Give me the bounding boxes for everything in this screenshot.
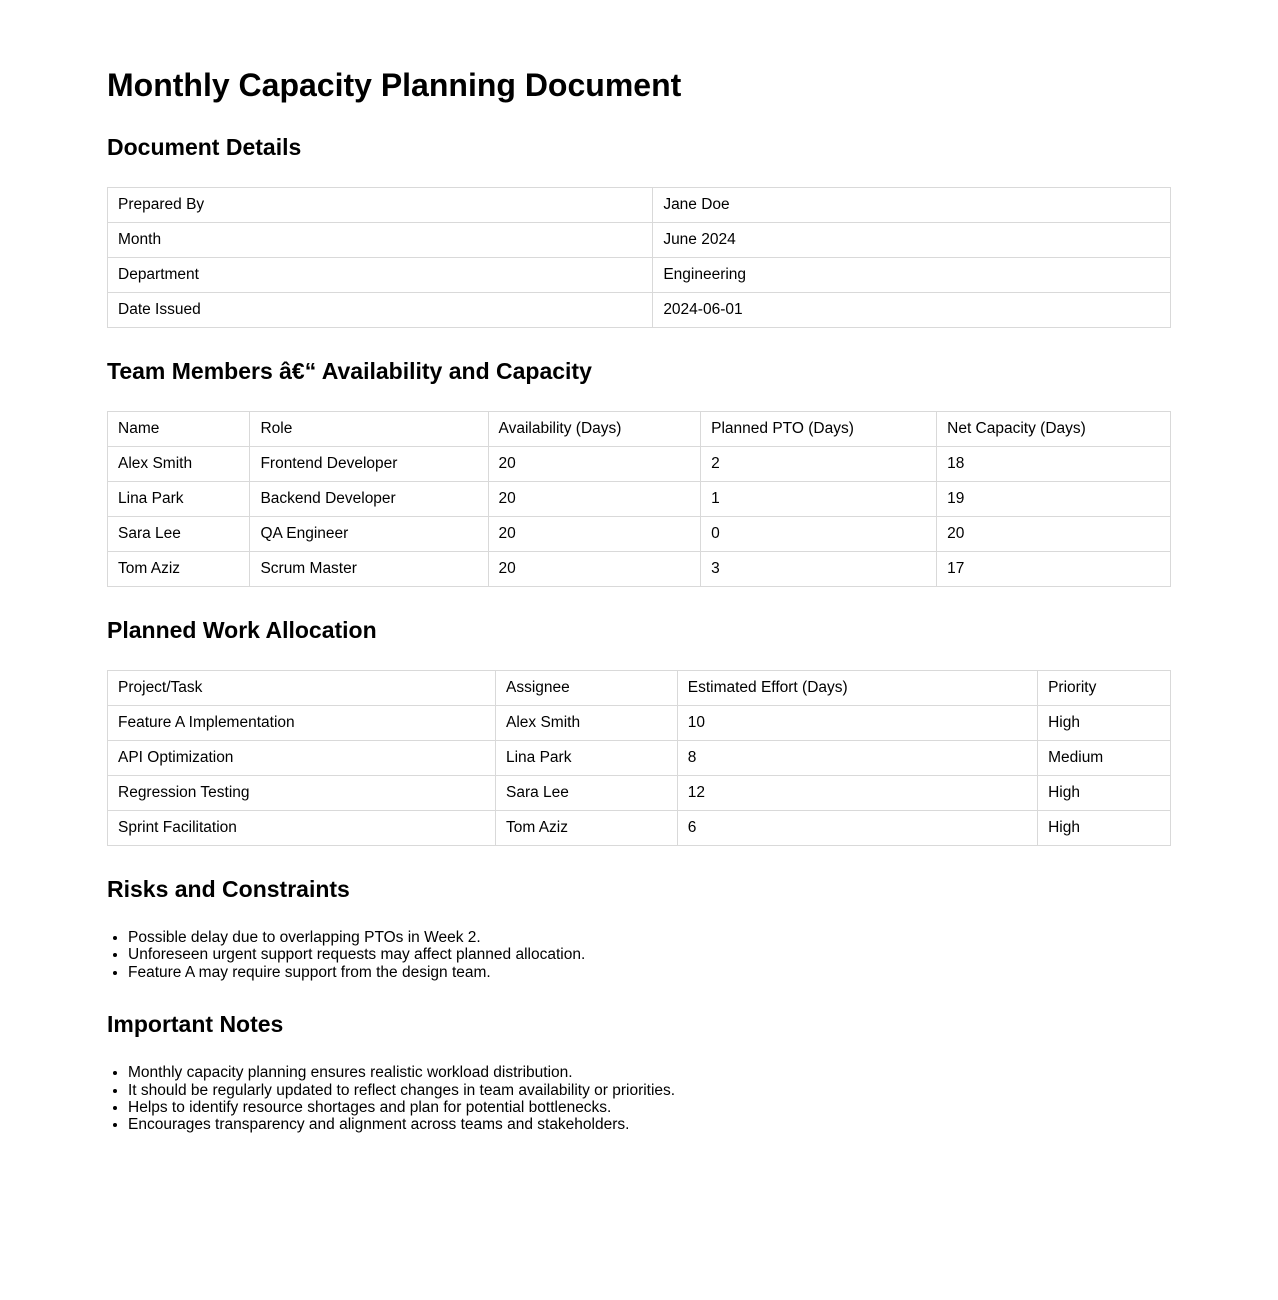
table-row <box>108 706 1171 741</box>
detail-label: Department <box>108 258 653 293</box>
detail-value: June 2024 <box>653 223 1171 258</box>
cell-assignee: Lina Park <box>495 741 677 776</box>
list-item: • Unforeseen urgent support requests may affect planned allocation. <box>128 946 1171 963</box>
column-header: Name <box>108 412 250 447</box>
table-row <box>108 447 1171 482</box>
cell-planned-pto: 0 <box>701 517 937 552</box>
cell-priority: Medium <box>1038 741 1171 776</box>
list-item: • Possible delay due to overlapping PTOs in Week 2. <box>128 929 1171 946</box>
column-header: Net Capacity (Days) <box>937 412 1171 447</box>
cell-availability: 20 <box>488 517 701 552</box>
table-row <box>108 741 1171 776</box>
cell-name: Sara Lee <box>108 517 250 552</box>
cell-planned-pto: 1 <box>701 482 937 517</box>
table-row <box>108 811 1171 846</box>
list-item: • It should be regularly updated to reflect changes in team availability or priorities. <box>128 1082 1171 1099</box>
work-allocation-table <box>107 670 1171 846</box>
detail-label: Month <box>108 223 653 258</box>
cell-assignee: Sara Lee <box>495 776 677 811</box>
table-row <box>108 188 1171 223</box>
table-row <box>108 517 1171 552</box>
cell-estimated-effort: 10 <box>677 706 1037 741</box>
cell-estimated-effort: 6 <box>677 811 1037 846</box>
cell-assignee: Alex Smith <box>495 706 677 741</box>
table-row <box>108 258 1171 293</box>
column-header: Estimated Effort (Days) <box>677 671 1037 706</box>
cell-name: Tom Aziz <box>108 552 250 587</box>
cell-name: Alex Smith <box>108 447 250 482</box>
document-details-table <box>107 187 1171 328</box>
page-title: Monthly Capacity Planning Document <box>107 67 682 103</box>
cell-availability: 20 <box>488 482 701 517</box>
table-row <box>108 293 1171 328</box>
detail-value: Jane Doe <box>653 188 1171 223</box>
risks-list <box>107 929 1171 981</box>
column-header: Priority <box>1038 671 1171 706</box>
column-header: Availability (Days) <box>488 412 701 447</box>
list-item: • Encourages transparency and alignment across teams and stakeholders. <box>128 1116 1171 1133</box>
team-members-table <box>107 411 1171 587</box>
cell-net-capacity: 19 <box>937 482 1171 517</box>
table-header-row <box>108 671 1171 706</box>
cell-availability: 20 <box>488 552 701 587</box>
column-header: Planned PTO (Days) <box>701 412 937 447</box>
cell-project-task: API Optimization <box>108 741 496 776</box>
column-header: Project/Task <box>108 671 496 706</box>
cell-assignee: Tom Aziz <box>495 811 677 846</box>
detail-value: Engineering <box>653 258 1171 293</box>
cell-availability: 20 <box>488 447 701 482</box>
table-header-row <box>108 412 1171 447</box>
cell-name: Lina Park <box>108 482 250 517</box>
cell-estimated-effort: 12 <box>677 776 1037 811</box>
cell-priority: High <box>1038 811 1171 846</box>
cell-net-capacity: 20 <box>937 517 1171 552</box>
cell-priority: High <box>1038 776 1171 811</box>
cell-planned-pto: 2 <box>701 447 937 482</box>
cell-planned-pto: 3 <box>701 552 937 587</box>
section-heading-risks: Risks and Constraints <box>107 876 350 902</box>
detail-value: 2024-06-01 <box>653 293 1171 328</box>
cell-project-task: Feature A Implementation <box>108 706 496 741</box>
detail-label: Prepared By <box>108 188 653 223</box>
cell-net-capacity: 17 <box>937 552 1171 587</box>
section-heading-work-allocation: Planned Work Allocation <box>107 617 377 643</box>
section-heading-document-details: Document Details <box>107 134 302 160</box>
cell-net-capacity: 18 <box>937 447 1171 482</box>
section-heading-notes: Important Notes <box>107 1011 284 1038</box>
table-row <box>108 223 1171 258</box>
table-row <box>108 482 1171 517</box>
cell-project-task: Sprint Facilitation <box>108 811 496 846</box>
notes-list <box>107 1064 1171 1134</box>
cell-estimated-effort: 8 <box>677 741 1037 776</box>
cell-priority: High <box>1038 706 1171 741</box>
table-row <box>108 776 1171 811</box>
list-item: • Helps to identify resource shortages and plan for potential bottlenecks. <box>128 1099 1171 1116</box>
table-row <box>108 552 1171 587</box>
list-item: • Feature A may require support from the design team. <box>128 964 1171 981</box>
detail-label: Date Issued <box>108 293 653 328</box>
cell-role: Backend Developer <box>250 482 488 517</box>
column-header: Assignee <box>495 671 677 706</box>
section-heading-team-members: Team Members â€“ Availability and Capacity <box>107 358 592 384</box>
cell-role: Frontend Developer <box>250 447 488 482</box>
cell-project-task: Regression Testing <box>108 776 496 811</box>
cell-role: QA Engineer <box>250 517 488 552</box>
list-item: • Monthly capacity planning ensures realistic workload distribution. <box>128 1064 1171 1081</box>
column-header: Role <box>250 412 488 447</box>
cell-role: Scrum Master <box>250 552 488 587</box>
